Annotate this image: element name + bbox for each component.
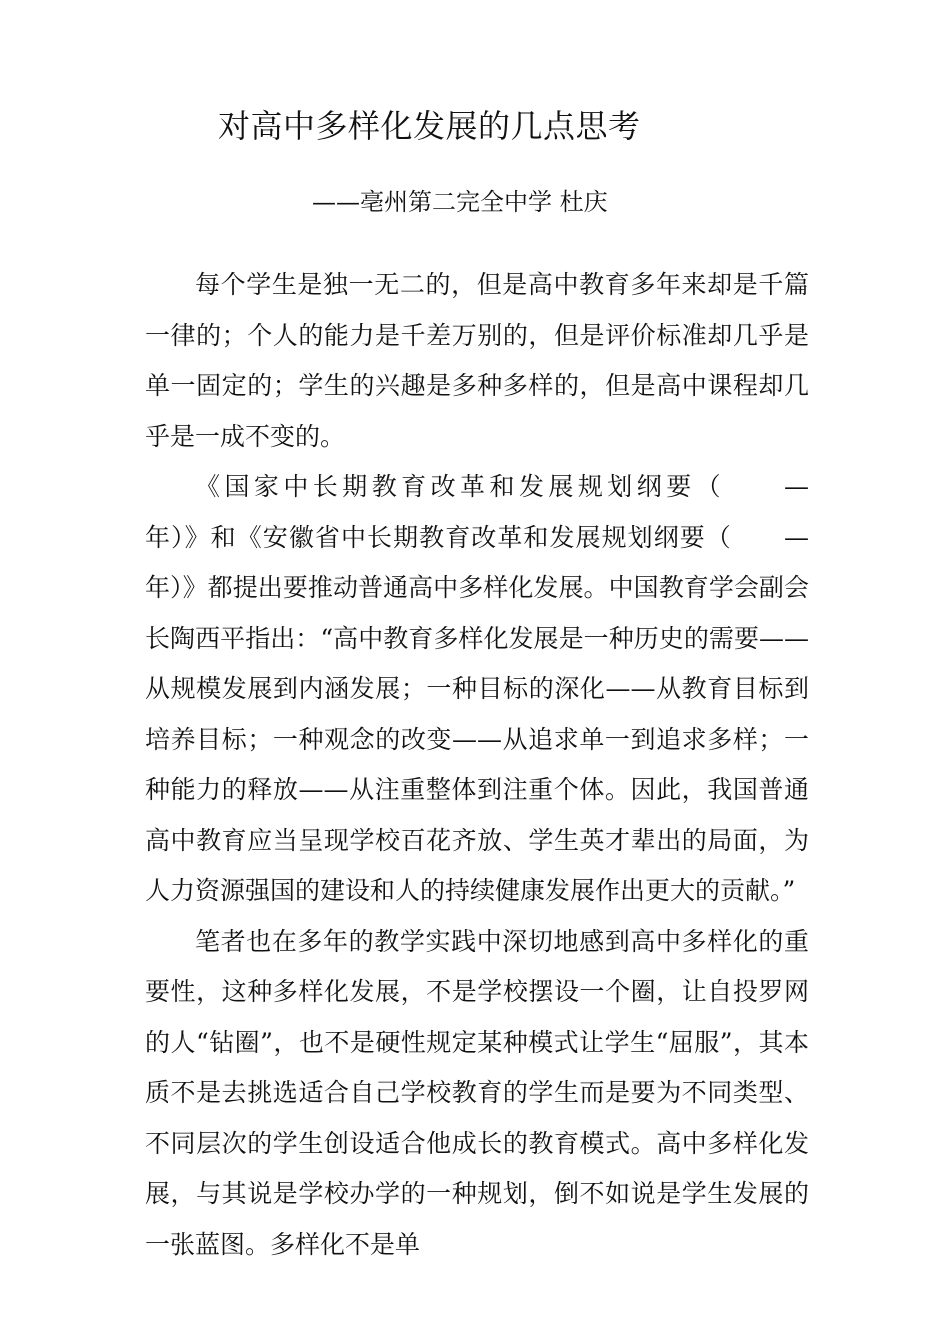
document-title: 对高中多样化发展的几点思考 [218,107,641,145]
document-body [145,260,860,1270]
author-byline: ——亳州第二完全中学 杜庆 [312,188,608,216]
paragraph-3: 笔者也在多年的教学实践中深切地感到高中多样化的重要性，这种多样化发展，不是学校摆设一个圈，让自投罗网的人“钻圈”，也不是硬性规定某种模式让学生“屈服”，其本质不是去挑选适合自己学校教育的学生而是要为不同类型、不同层次的学生创设适合他成长的教育模式。高中多样化发展，与其说是学校办学的一种规划，倒不如说是学生发展的一张蓝图。多样化不是单 [145,926,809,1259]
paragraph-1: 每个学生是独一无二的，但是高中教育多年来却是千篇一律的；个人的能力是千差万别的，但是评价标准却几乎是单一固定的；学生的兴趣是多种多样的，但是高中课程却几乎是一成不变的。 [145,270,809,451]
paragraph-2: 《国家中长期教育改革和发展规划纲要（ — 年）》和《安徽省中长期教育改革和发展规划纲要（ — 年）》都提出要推动普通高中多样化发展。中国教育学会副会长陶西平指出：“高中教育多样化发展是一种历史的需要——从规模发展到内涵发展；一种目标的深化——从教育目标到培养目标；一种观念的改变——从追求单一到追求多样；一种能力的释放——从注重整体到注重个体。因此，我国普通高中教育应当呈现学校百花齐放、学生英才辈出的局面，为人力资源强国的建设和人的持续健康发展作出更大的贡献。” [145,472,860,905]
